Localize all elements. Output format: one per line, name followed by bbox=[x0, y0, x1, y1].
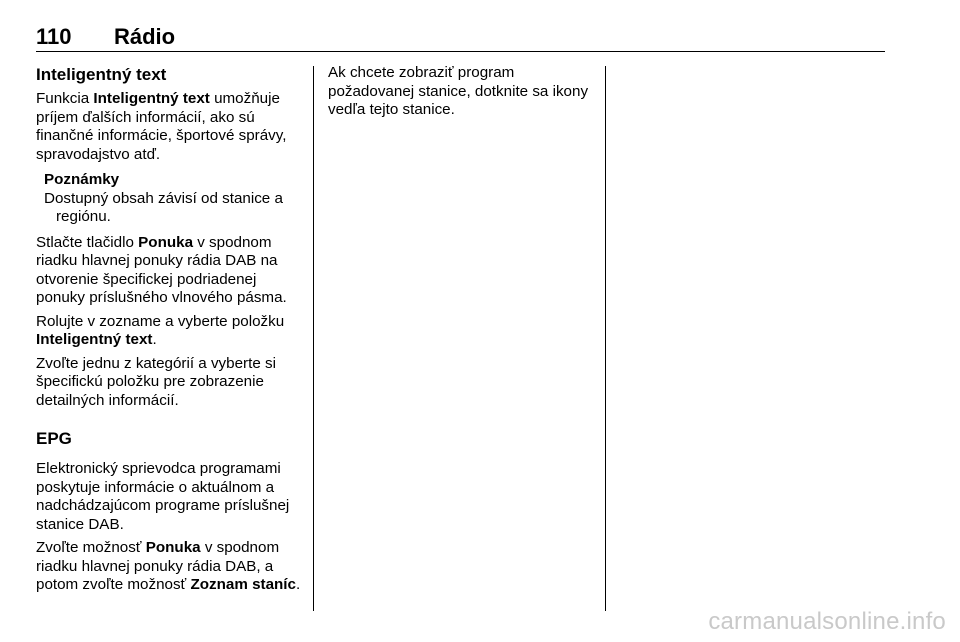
smart-text-step-category: Zvoľte jednu z kategórií a vyberte si špecifickú položku pre zobrazenie detailných informácií. bbox=[36, 354, 276, 409]
smart-text-term: Inteligentný text bbox=[93, 90, 210, 107]
smart-text-step-scroll: Rolujte v zozname a vyberte položku Inteligentný text. bbox=[36, 312, 285, 348]
menu-term: Ponuka bbox=[138, 233, 194, 251]
epg-station-info: Ak chcete zobraziť program požadovanej stanice, dotknite sa ikony vedľa tejto stanice. bbox=[328, 64, 589, 118]
column-divider-1 bbox=[313, 66, 314, 611]
station-list-term: Zoznam staníc bbox=[190, 576, 296, 593]
note-box bbox=[44, 171, 302, 227]
note-title: Poznámky bbox=[44, 171, 120, 188]
smart-text-intro: Funkcia Inteligentný text umožňuje príjem ďalších informácií, ako sú finančné informácie, športové správy, spravodajstvo atď. bbox=[36, 90, 287, 163]
epg-step: Zvoľte možnosť Ponuka v spodnom riadku hlavnej ponuky rádia DAB, a potom zvoľte možnosť Zoznam staníc. bbox=[36, 539, 301, 593]
smart-text-heading: Inteligentný text bbox=[36, 65, 167, 84]
column-divider-2 bbox=[605, 66, 606, 611]
epg-heading: EPG bbox=[36, 429, 72, 448]
note-body: Dostupný obsah závisí od stanice a regiónu. bbox=[44, 189, 283, 225]
chapter-title: Rádio bbox=[114, 24, 176, 49]
header-rule bbox=[36, 51, 885, 52]
page-header bbox=[36, 22, 886, 48]
smart-text-step-menu: Stlačte tlačidlo Ponuka v spodnom riadku hlavnej ponuky rádia DAB na otvorenie špecifickej podriadenej ponuky príslušného vlnového pásma. bbox=[36, 233, 287, 306]
column-middle bbox=[328, 64, 594, 120]
menu-term-epg: Ponuka bbox=[145, 539, 201, 556]
epg-intro: Elektronický sprievodca programami poskytuje informácie o aktuálnom a nadchádzajúcom programe príslušnej stanice DAB. bbox=[36, 460, 290, 533]
watermark: carmanualsonline.info bbox=[708, 608, 946, 635]
column-left bbox=[36, 64, 302, 595]
smart-text-term-2: Inteligentný text bbox=[36, 331, 153, 348]
page-number: 110 bbox=[36, 24, 72, 49]
